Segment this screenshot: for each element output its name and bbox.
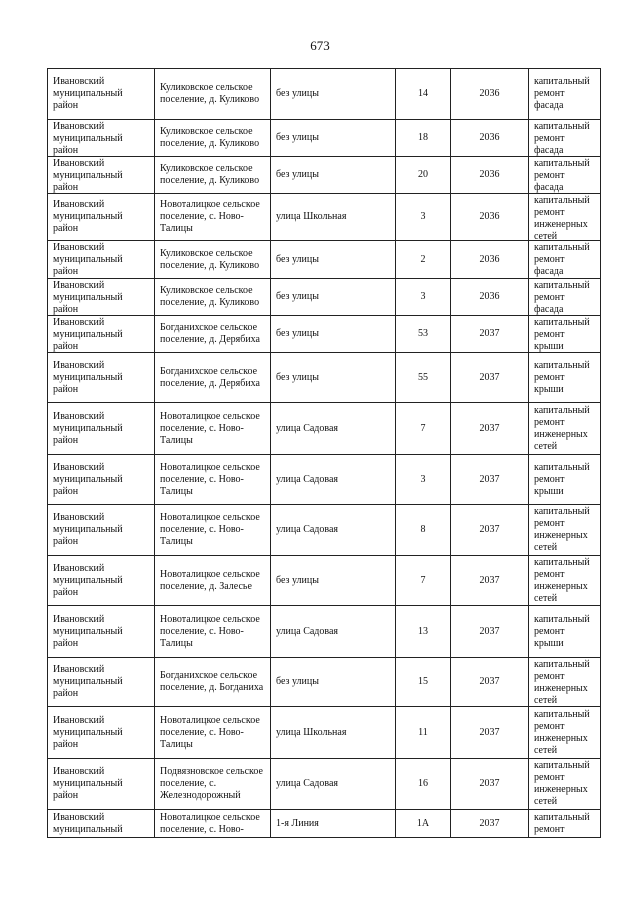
house-number-cell-text: 20 — [418, 169, 428, 180]
work-type-cell — [529, 606, 601, 658]
street-cell-text: без улицы — [276, 88, 319, 99]
table-row — [48, 505, 601, 556]
year-cell — [451, 120, 529, 157]
work-type-cell-text: капитальный ремонт инженерных сетей — [534, 760, 590, 807]
work-type-cell — [529, 120, 601, 157]
district-cell — [48, 556, 155, 606]
work-type-cell — [529, 505, 601, 556]
year-cell-text: 2037 — [479, 778, 500, 789]
table-row — [48, 241, 601, 279]
house-number-cell-text: 3 — [420, 211, 426, 222]
settlement-cell-text: Новоталицкое сельское поселение, с. Ново-Талицы — [160, 199, 260, 234]
year-cell — [451, 658, 529, 707]
street-cell-text: улица Садовая — [276, 422, 339, 434]
street-cell — [271, 759, 396, 810]
settlement-cell-text: Новоталицкое сельское поселение, с. Ново-Талицы — [160, 410, 260, 446]
street-cell — [271, 658, 396, 707]
settlement-cell — [155, 658, 271, 707]
work-type-cell — [529, 194, 601, 241]
street-cell-text: без улицы — [276, 676, 319, 687]
district-cell — [48, 241, 155, 279]
district-cell-text: Ивановский муниципальный район — [53, 76, 123, 111]
house-number-cell-text: 1А — [416, 817, 430, 829]
year-cell-text: 2037 — [479, 328, 500, 339]
work-type-cell-text: капитальный ремонт инженерных сетей — [534, 556, 590, 604]
street-cell — [271, 157, 396, 194]
street-cell — [271, 316, 396, 353]
district-cell-text: Ивановский муниципальный район — [53, 241, 123, 277]
work-type-cell-text: капитальный ремонт крыши — [534, 316, 590, 352]
registry-table — [47, 68, 601, 838]
table-row — [48, 194, 601, 241]
settlement-cell-text: Богданихское сельское поселение, д. Дерябиха — [160, 365, 260, 389]
street-cell-text: улица Садовая — [276, 473, 339, 485]
street-cell — [271, 505, 396, 556]
house-number-cell — [396, 279, 451, 316]
work-type-cell — [529, 707, 601, 759]
work-type-cell-text: капитальный ремонт фасада — [534, 157, 590, 193]
house-number-cell-text: 2 — [420, 253, 426, 265]
year-cell-text: 2037 — [479, 726, 500, 738]
year-cell — [451, 556, 529, 606]
street-cell-text: без улицы — [276, 371, 319, 383]
year-cell-text: 2036 — [479, 88, 500, 99]
house-number-cell-text: 3 — [420, 291, 426, 302]
work-type-cell — [529, 403, 601, 455]
settlement-cell-text: Куликовское сельское поселение, д. Куликово — [160, 126, 260, 149]
year-cell-text: 2036 — [479, 291, 500, 302]
work-type-cell — [529, 658, 601, 707]
work-type-cell — [529, 455, 601, 505]
street-cell-text: без улицы — [276, 574, 319, 586]
work-type-cell — [529, 353, 601, 403]
work-type-cell-text: капитальный ремонт инженерных сетей — [534, 506, 590, 553]
house-number-cell-text: 15 — [418, 676, 428, 687]
year-cell-text: 2036 — [479, 169, 500, 180]
table-row — [48, 353, 601, 403]
house-number-cell — [396, 157, 451, 194]
table-row — [48, 316, 601, 353]
table-row — [48, 157, 601, 194]
settlement-cell-text: Богданихское сельское поселение, д. Богданиха — [160, 670, 264, 693]
district-cell — [48, 759, 155, 810]
table-row — [48, 279, 601, 316]
house-number-cell — [396, 658, 451, 707]
house-number-cell-text: 13 — [418, 625, 428, 637]
house-number-cell-text: 11 — [418, 726, 428, 738]
street-cell-text: улица Садовая — [276, 625, 339, 637]
street-cell — [271, 194, 396, 241]
street-cell — [271, 556, 396, 606]
work-type-cell — [529, 157, 601, 194]
house-number-cell — [396, 810, 451, 838]
year-cell — [451, 69, 529, 120]
year-cell — [451, 403, 529, 455]
settlement-cell — [155, 759, 271, 810]
district-cell-text: Ивановский муниципальный район — [53, 766, 123, 801]
work-type-cell-text: капитальный ремонт фасада — [534, 279, 590, 315]
settlement-cell-text: Новоталицкое сельское поселение, с. Ново- — [160, 811, 260, 835]
settlement-cell-text: Новоталицкое сельское поселение, д. Залесье — [160, 568, 260, 592]
district-cell — [48, 707, 155, 759]
settlement-cell-text: Новоталицкое сельское поселение, с. Ново-Талицы — [160, 714, 260, 750]
house-number-cell — [396, 606, 451, 658]
district-cell — [48, 505, 155, 556]
year-cell — [451, 157, 529, 194]
settlement-cell — [155, 403, 271, 455]
year-cell-text: 2037 — [479, 574, 500, 586]
year-cell-text: 2037 — [479, 524, 500, 535]
table-row — [48, 606, 601, 658]
street-cell — [271, 606, 396, 658]
house-number-cell — [396, 759, 451, 810]
settlement-cell-text: Куликовское сельское поселение, д. Куликово — [160, 247, 260, 271]
district-cell-text: Ивановский муниципальный район — [53, 120, 123, 156]
work-type-cell — [529, 759, 601, 810]
year-cell — [451, 606, 529, 658]
work-type-cell-text: капитальный ремонт инженерных сетей — [534, 658, 590, 706]
street-cell — [271, 353, 396, 403]
street-cell-text: без улицы — [276, 253, 319, 265]
settlement-cell — [155, 279, 271, 316]
table-row — [48, 658, 601, 707]
house-number-cell — [396, 316, 451, 353]
work-type-cell-text: капитальный ремонт фасада — [534, 120, 590, 156]
house-number-cell-text: 7 — [420, 422, 426, 434]
settlement-cell-text: Богданихское сельское поселение, д. Дерябиха — [160, 322, 260, 345]
settlement-cell — [155, 353, 271, 403]
year-cell — [451, 759, 529, 810]
settlement-cell — [155, 120, 271, 157]
district-cell — [48, 658, 155, 707]
year-cell-text: 2036 — [479, 253, 500, 265]
work-type-cell — [529, 556, 601, 606]
street-cell-text: улица Садовая — [276, 778, 339, 789]
district-cell — [48, 69, 155, 120]
house-number-cell — [396, 403, 451, 455]
settlement-cell — [155, 194, 271, 241]
district-cell-text: Ивановский муниципальный район — [53, 316, 123, 352]
district-cell — [48, 353, 155, 403]
work-type-cell — [529, 810, 601, 838]
table-row — [48, 556, 601, 606]
table-row — [48, 403, 601, 455]
district-cell-text: Ивановский муниципальный район — [53, 157, 123, 193]
settlement-cell-text: Новоталицкое сельское поселение, с. Ново-Талицы — [160, 613, 260, 649]
year-cell — [451, 505, 529, 556]
work-type-cell-text: капитальный ремонт фасада — [534, 241, 590, 277]
settlement-cell-text: Куликовское сельское поселение, д. Куликово — [160, 163, 260, 186]
house-number-cell — [396, 241, 451, 279]
settlement-cell — [155, 455, 271, 505]
district-cell — [48, 316, 155, 353]
street-cell — [271, 69, 396, 120]
year-cell-text: 2037 — [479, 422, 500, 434]
district-cell — [48, 810, 155, 838]
house-number-cell-text: 8 — [420, 524, 426, 535]
house-number-cell — [396, 505, 451, 556]
settlement-cell-text: Подвязновское сельское поселение, с. Железнодорожный — [160, 766, 263, 801]
year-cell-text: 2037 — [479, 817, 500, 829]
district-cell-text: Ивановский муниципальный район — [53, 279, 123, 315]
district-cell-text: Ивановский муниципальный район — [53, 664, 123, 699]
street-cell — [271, 120, 396, 157]
table-row — [48, 120, 601, 157]
street-cell-text: улица Школьная — [276, 726, 347, 738]
work-type-cell-text: капитальный ремонт фасада — [534, 76, 590, 111]
table-row — [48, 69, 601, 120]
district-cell-text: Ивановский муниципальный район — [53, 359, 123, 395]
house-number-cell — [396, 556, 451, 606]
year-cell — [451, 241, 529, 279]
year-cell-text: 2037 — [479, 473, 500, 485]
district-cell-text: Ивановский муниципальный — [53, 811, 123, 835]
year-cell — [451, 707, 529, 759]
year-cell — [451, 455, 529, 505]
street-cell-text: без улицы — [276, 328, 319, 339]
table-row — [48, 455, 601, 505]
work-type-cell-text: капитальный ремонт крыши — [534, 613, 590, 649]
district-cell-text: Ивановский муниципальный район — [53, 562, 123, 598]
settlement-cell-text: Новоталицкое сельское поселение, с. Ново-Талицы — [160, 512, 260, 547]
year-cell-text: 2037 — [479, 676, 500, 687]
settlement-cell-text: Новоталицкое сельское поселение, с. Ново-Талицы — [160, 461, 260, 497]
street-cell — [271, 707, 396, 759]
district-cell-text: Ивановский муниципальный район — [53, 199, 123, 234]
district-cell — [48, 157, 155, 194]
table-row — [48, 810, 601, 838]
year-cell — [451, 316, 529, 353]
house-number-cell — [396, 353, 451, 403]
registry-table-body — [48, 69, 601, 838]
settlement-cell — [155, 505, 271, 556]
district-cell-text: Ивановский муниципальный район — [53, 714, 123, 750]
district-cell-text: Ивановский муниципальный район — [53, 613, 123, 649]
year-cell — [451, 279, 529, 316]
work-type-cell-text: капитальный ремонт инженерных сетей — [534, 708, 590, 756]
settlement-cell — [155, 810, 271, 838]
district-cell-text: Ивановский муниципальный район — [53, 512, 123, 547]
work-type-cell — [529, 316, 601, 353]
work-type-cell-text: капитальный ремонт инженерных сетей — [534, 194, 590, 240]
table-row — [48, 759, 601, 810]
house-number-cell — [396, 707, 451, 759]
work-type-cell — [529, 279, 601, 316]
district-cell — [48, 279, 155, 316]
house-number-cell — [396, 194, 451, 241]
street-cell-text: без улицы — [276, 169, 319, 180]
house-number-cell — [396, 455, 451, 505]
house-number-cell-text: 53 — [418, 328, 428, 339]
street-cell-text: без улицы — [276, 291, 319, 302]
table-row — [48, 707, 601, 759]
house-number-cell-text: 18 — [418, 132, 428, 143]
house-number-cell-text: 3 — [420, 473, 426, 485]
street-cell-text: без улицы — [276, 132, 319, 143]
street-cell — [271, 241, 396, 279]
street-cell — [271, 403, 396, 455]
district-cell — [48, 120, 155, 157]
settlement-cell-text: Куликовское сельское поселение, д. Куликово — [160, 285, 260, 308]
work-type-cell-text: капитальный ремонт крыши — [534, 461, 590, 497]
settlement-cell-text: Куликовское сельское поселение, д. Куликово — [160, 82, 260, 105]
street-cell — [271, 455, 396, 505]
house-number-cell-text: 7 — [420, 574, 426, 586]
work-type-cell-text: капитальный ремонт крыши — [534, 359, 590, 395]
year-cell — [451, 810, 529, 838]
settlement-cell — [155, 707, 271, 759]
settlement-cell — [155, 69, 271, 120]
work-type-cell-text: капитальный ремонт инженерных сетей — [534, 404, 590, 452]
district-cell — [48, 455, 155, 505]
street-cell-text: 1-я Линия — [276, 817, 319, 829]
work-type-cell-text: капитальный ремонт — [534, 811, 590, 835]
year-cell — [451, 353, 529, 403]
work-type-cell — [529, 69, 601, 120]
house-number-cell-text: 14 — [418, 88, 428, 99]
house-number-cell — [396, 69, 451, 120]
settlement-cell — [155, 556, 271, 606]
settlement-cell — [155, 241, 271, 279]
street-cell-text: улица Садовая — [276, 524, 339, 535]
work-type-cell — [529, 241, 601, 279]
district-cell-text: Ивановский муниципальный район — [53, 461, 123, 497]
year-cell-text: 2037 — [479, 625, 500, 637]
year-cell-text: 2037 — [479, 371, 500, 383]
house-number-cell — [396, 120, 451, 157]
page-number: 673 — [310, 38, 330, 53]
house-number-cell-text: 16 — [418, 778, 428, 789]
settlement-cell — [155, 606, 271, 658]
year-cell-text: 2036 — [479, 211, 500, 222]
house-number-cell-text: 55 — [418, 371, 428, 383]
street-cell-text: улица Школьная — [276, 211, 347, 222]
street-cell — [271, 279, 396, 316]
district-cell-text: Ивановский муниципальный район — [53, 410, 123, 446]
settlement-cell — [155, 157, 271, 194]
settlement-cell — [155, 316, 271, 353]
year-cell-text: 2036 — [479, 132, 500, 143]
district-cell — [48, 606, 155, 658]
street-cell — [271, 810, 396, 838]
district-cell — [48, 194, 155, 241]
year-cell — [451, 194, 529, 241]
district-cell — [48, 403, 155, 455]
